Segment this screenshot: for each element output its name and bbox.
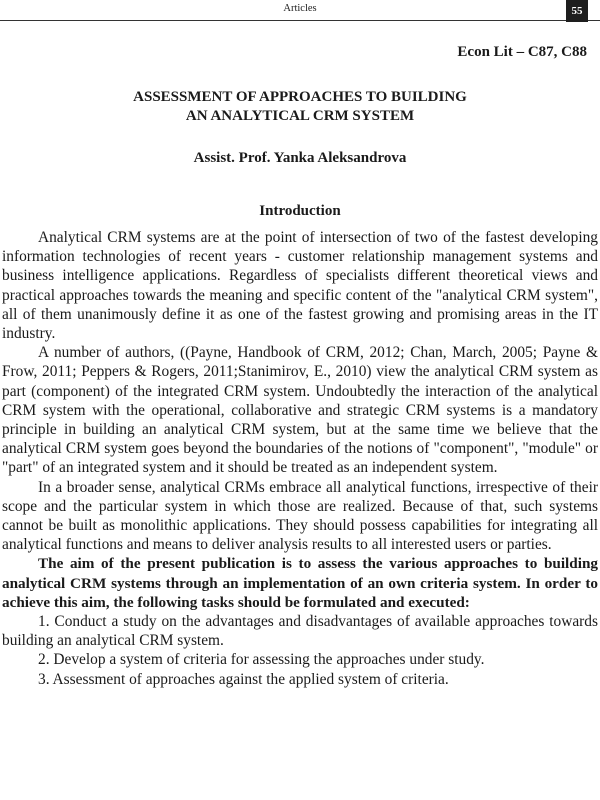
article-title-line-2: AN ANALYTICAL CRM SYSTEM [185,108,415,124]
page-number-badge: 55 [566,0,588,22]
running-header [0,0,600,21]
article-title [0,88,600,126]
paragraph-3: In a broader sense, analytical CRMs embrace all analytical functions, irrespective of their scope and the particular system in which those are realized. Because of that, such systems cannot be built as monolithic applications. They should possess capabilities for integrating all analytical functions and means to deliver analysis results to all interested users or parties. [2,478,598,554]
task-item-3: 3. Assessment of approaches against the applied system of criteria. [38,670,449,688]
paragraph-2: A number of authors, ((Payne, Handbook of CRM, 2012; Chan, March, 2005; Payne & Frow, 2011; Peppers & Rogers, 2011;Stanimirov, E., 2010) view the analytical CRM system as part (component) of the integrated CRM system. Undoubtedly the interaction of the analytical CRM system with the operational, collaborative and strategic CRM systems is a mandatory principle in building an analytical CRM system, but at the same time we believe that the analytical CRM system goes beyond the boundaries of the notions of "component", "module" or "part" of an integrated system and it should be treated as an independent system. [2,344,598,477]
author-name: Assist. Prof. Yanka Aleksandrova [193,150,407,166]
running-header-section: Articles [283,3,317,14]
task-item-2: 2. Develop a system of criteria for assessing the approaches under study. [38,651,485,669]
task-item-1: 1. Conduct a study on the advantages and disadvantages of available approaches towards building an analytical CRM system. [2,613,598,650]
article-body [2,228,598,689]
paragraph-1: Analytical CRM systems are at the point of intersection of two of the fastest developing information technologies of recent years - customer relationship management systems and business intelligence applications. Regardless of specialists different theoretical views and practical approaches towards the meaning and specific content of the "analytical CRM system", all of them unanimously define it as one of the fastest growing and promising areas in the IT industry. [2,229,598,343]
section-heading-introduction: Introduction [259,203,341,219]
article-title-line-1: ASSESSMENT OF APPROACHES TO BUILDING [133,89,467,105]
paragraph-aim-bold: The aim of the present publication is to assess the various approaches to building analytical CRM systems through an implementation of an own criteria system. In order to achieve this aim, the following tasks should be formulated and executed: [2,555,598,611]
jel-classification: Econ Lit – C87, C88 [457,44,587,60]
